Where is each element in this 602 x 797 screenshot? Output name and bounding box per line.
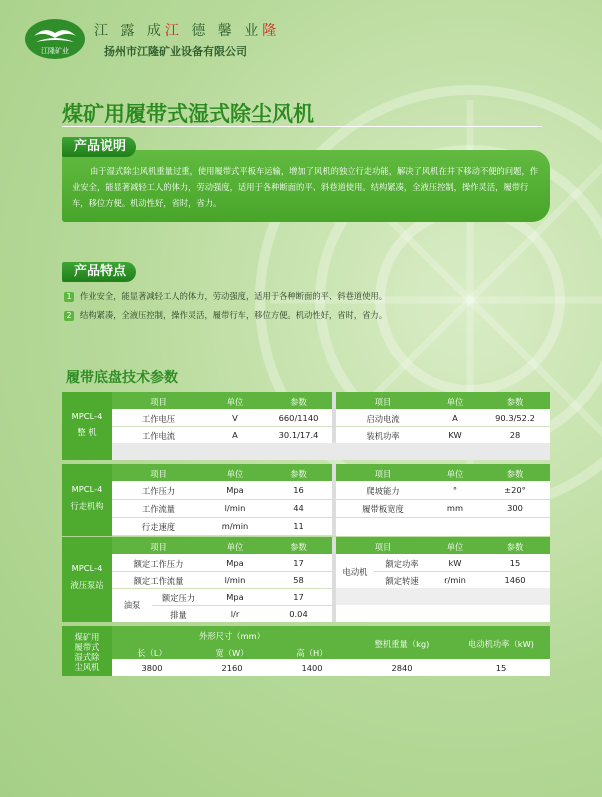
header-cell: 高（H） [296,648,328,658]
block-name: 煤矿用 [74,632,100,642]
block-model: MPCL-4 [71,484,103,494]
feature-text: 作业安全，能显著减轻工人的体力，劳动强度，适用于各种断面的平、斜巷道使用。 [80,291,387,301]
value-cell: 3800 [141,663,163,673]
item-cell: 工作压力 [141,486,176,496]
value-cell: 1460 [504,575,526,585]
params-title: 履带底盘技术参数 [66,370,178,386]
feature-item [64,309,387,321]
block-name: 履带式 [74,642,100,652]
header-cell: 宽（W） [215,648,249,658]
value-cell: 2840 [391,663,413,673]
value-cell: 17 [293,592,304,602]
slogan-red-1: 江 [164,23,183,39]
block-model: MPCL-4 [71,411,103,421]
header-cell: 项目 [150,397,167,407]
value-cell: 30.1/17.4 [278,430,319,440]
item-cell: 启动电流 [366,414,400,424]
value-cell: 1400 [301,663,323,673]
unit-cell: A [232,430,238,440]
header-cell: 单位 [446,469,464,479]
header-cell: 电动机功率（kW) [467,639,535,649]
unit-cell: r/min [444,575,466,585]
feature-number: 2 [64,311,74,321]
block-name: 液压泵站 [70,580,104,590]
header-cell: 项目 [374,397,392,407]
item-cell: 工作电流 [141,431,176,441]
header-cell: 参数 [290,542,307,552]
value-cell: 0.04 [289,609,308,619]
unit-cell: Mpa [226,558,244,568]
value-cell: 300 [507,503,523,513]
header-cell: 参数 [290,397,307,407]
section-tag-description: 产品说明 [62,137,136,157]
value-cell: 90.3/52.2 [495,413,535,423]
table-block-dust-fan [62,626,550,676]
item-cell: 额定工作压力 [133,559,184,569]
unit-cell: Mpa [226,592,244,602]
unit-cell: mm [446,503,464,513]
header-cell: 外形尺寸（mm） [199,631,265,641]
item-cell: 爬坡能力 [366,486,400,496]
unit-cell: l/r [230,609,240,619]
header-cell: 项目 [150,542,167,552]
table-block-whole-machine [62,392,550,460]
block-label [62,392,112,460]
block-name: 行走机构 [70,501,104,511]
slogan-part-1: 江 露 成 [94,23,165,39]
unit-cell: Mpa [226,485,244,495]
item-cell: 排量 [170,610,187,620]
block-name: 整 机 [77,427,97,437]
slogan-part-2: 德 馨 业 [191,23,263,39]
header-cell: 单位 [446,542,464,552]
item-cell: 额定压力 [161,593,196,603]
value-cell: 15 [495,663,507,673]
value-cell: 16 [293,485,304,495]
block-model: MPCL-4 [71,563,103,573]
unit-cell: l/min [224,575,246,585]
header-cell: 参数 [290,469,307,479]
item-cell: 工作流量 [141,504,176,514]
header-cell: 项目 [374,469,392,479]
header-cell: 单位 [446,397,464,407]
value-cell: 44 [293,503,304,513]
item-cell: 额定转速 [385,576,419,586]
company-logo [24,18,86,60]
slogan [94,20,280,40]
item-cell: 工作电压 [141,414,176,424]
value-cell: 17 [293,558,304,568]
block-label [62,626,112,676]
table-block-hydraulic [62,537,550,622]
value-cell: 58 [293,575,304,585]
feature-text: 结构紧凑，全液压控制，操作灵活，履带行车，移位方便。机动性好，省时，省力。 [80,310,387,320]
unit-cell: V [232,413,238,423]
block-label [62,537,112,622]
unit-cell: ° [452,485,458,495]
value-cell: 28 [509,430,521,440]
unit-cell: l/min [224,503,246,513]
header-cell: 参数 [506,469,524,479]
header-cell: 参数 [506,542,524,552]
header-cell: 单位 [226,542,244,552]
header-cell: 参数 [506,397,524,407]
header-cell: 单位 [226,469,244,479]
value-cell: 2160 [221,663,243,673]
item-cell: 额定工作流量 [133,576,184,586]
svg-text:江隆矿业: 江隆矿业 [41,47,69,55]
unit-cell: m/min [221,521,249,531]
block-name: 湿式除 [74,652,100,662]
unit-cell: A [452,413,458,423]
header-cell: 项目 [150,469,167,479]
value-cell: ±20° [504,485,526,495]
oil-pump-label: 油泵 [123,600,141,610]
header-cell: 整机重量（kg) [374,639,430,649]
unit-cell: kW [448,558,462,568]
item-cell: 装机功率 [366,431,400,441]
value-cell: 660/1140 [278,413,319,423]
block-label [62,464,112,536]
value-cell: 11 [293,521,304,531]
description-text: 由于湿式除尘风机重量过重，使用履带式平板车运输，增加了风机的独立行走功能，解决了风机在井下移动不便的问题，作业安全，能显著减轻工人的体力，劳动强度，适用于各种断面的平、斜巷道使用。结构紧凑，全液压控制，操作灵活，履带行车，移位方便。机动性好，省时，省力。 [72,166,539,208]
block-name: 尘风机 [74,662,100,672]
section-tag-features: 产品特点 [62,262,136,282]
unit-cell: KW [448,430,462,440]
page-title: 煤矿用履带式湿式除尘风机 [62,102,314,126]
slogan-red-2: 隆 [262,23,281,39]
motor-label: 电动机 [342,567,368,577]
item-cell: 行走速度 [141,522,176,532]
row-gap [112,443,550,460]
company-name: 扬州市江隆矿业设备有限公司 [104,45,247,58]
item-cell: 履带板宽度 [362,504,404,514]
feature-item [64,290,387,302]
table-block-traveling [62,464,550,536]
feature-number: 1 [64,292,74,302]
header-cell: 长（L） [137,648,167,658]
empty-area [336,588,550,605]
header-cell: 单位 [226,397,244,407]
header-cell: 项目 [374,542,392,552]
title-divider [62,126,542,127]
value-cell: 15 [509,558,521,568]
item-cell: 额定功率 [385,559,419,569]
